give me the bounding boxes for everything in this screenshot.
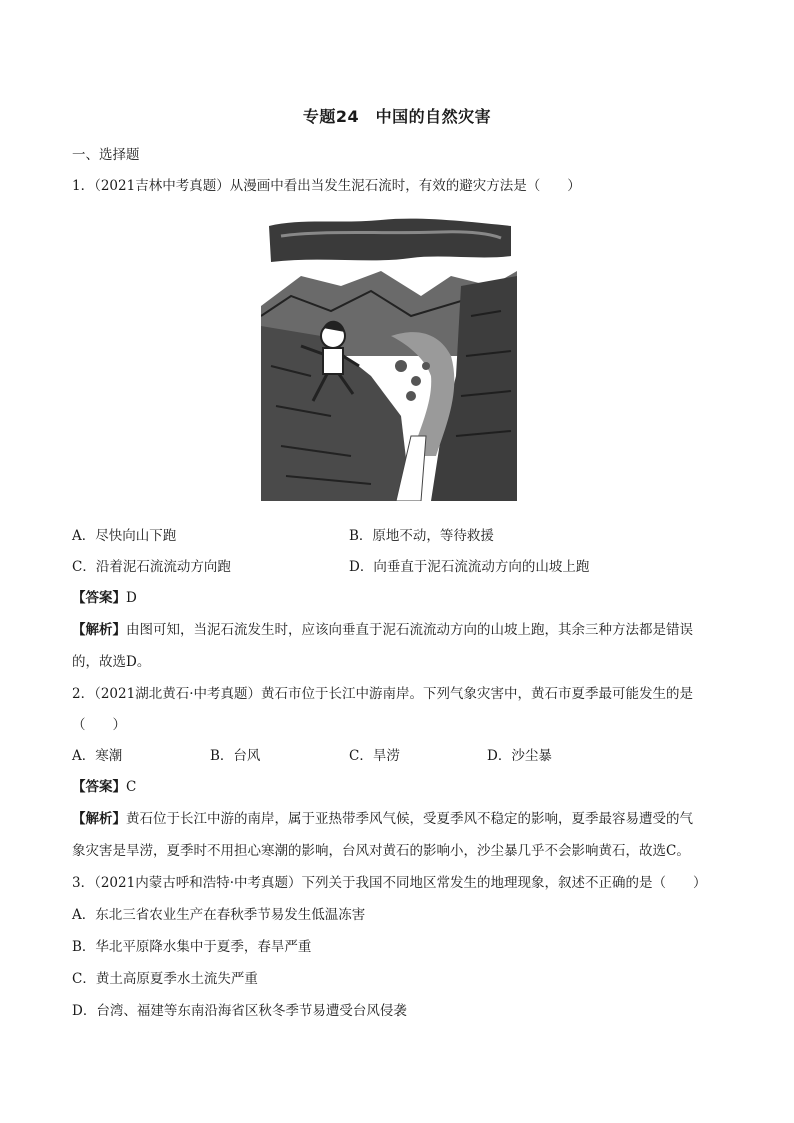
question-2-option-d: D．沙尘暴 xyxy=(487,748,552,764)
question-1-option-a: A．尽快向山下跑 xyxy=(72,528,177,544)
question-1-answer xyxy=(72,588,722,608)
question-3-option-a: A．东北三省农业生产在春秋季节易发生低温冻害 xyxy=(72,907,366,923)
question-3-option-c: C．黄土高原夏季水土流失严重 xyxy=(72,971,258,987)
question-2-option-a: A．寒潮 xyxy=(72,748,123,764)
analysis-label: 【解析】 xyxy=(72,811,126,827)
question-2-stem-cont: （ ） xyxy=(72,717,126,733)
analysis-text: 由图可知，当泥石流发生时，应该向垂直于泥石流流动方向的山坡上跑，其余三种方法都是错误 xyxy=(126,622,693,638)
answer-label: 【答案】 xyxy=(72,590,126,606)
analysis-label: 【解析】 xyxy=(72,622,126,638)
document-title: 专题24 中国的自然灾害 xyxy=(302,107,492,126)
question-2-answer xyxy=(72,777,722,797)
question-1-analysis-cont: 的，故选D。 xyxy=(72,654,151,670)
mudslide-cartoon-image xyxy=(261,216,517,501)
question-2-analysis xyxy=(72,809,722,829)
question-1-stem: 1．（2021吉林中考真题）从漫画中看出当发生泥石流时，有效的避灾方法是（ ） xyxy=(72,178,581,194)
question-2-stem: 2．（2021湖北黄石·中考真题）黄石市位于长江中游南岸。下列气象灾害中，黄石市夏季最可能发生的是 xyxy=(72,686,693,702)
question-2-option-c: C．旱涝 xyxy=(349,748,400,764)
section-heading: 一、选择题 xyxy=(72,147,140,163)
question-1-option-c: C．沿着泥石流流动方向跑 xyxy=(72,559,231,575)
question-2-analysis-cont: 象灾害是旱涝，夏季时不用担心寒潮的影响，台风对黄石的影响小，沙尘暴几乎不会影响黄石，故选C。 xyxy=(72,843,690,859)
question-1-option-d: D．向垂直于泥石流流动方向的山坡上跑 xyxy=(349,559,590,575)
question-3-stem: 3．（2021内蒙古呼和浩特·中考真题）下列关于我国不同地区常发生的地理现象，叙述不正确的是（ ） xyxy=(72,875,707,891)
analysis-text: 黄石位于长江中游的南岸，属于亚热带季风气候，受夏季风不稳定的影响，夏季最容易遭受的气 xyxy=(126,811,693,827)
question-3-option-b: B．华北平原降水集中于夏季，春旱严重 xyxy=(72,939,312,955)
answer-label: 【答案】 xyxy=(72,779,126,795)
question-1-option-b: B．原地不动，等待救援 xyxy=(349,528,494,544)
question-3-option-d: D．台湾、福建等东南沿海省区秋冬季节易遭受台风侵袭 xyxy=(72,1003,407,1019)
question-1-analysis xyxy=(72,620,722,640)
answer-value: C xyxy=(126,779,137,795)
question-2-option-b: B．台风 xyxy=(210,748,261,764)
answer-value: D xyxy=(126,590,137,606)
